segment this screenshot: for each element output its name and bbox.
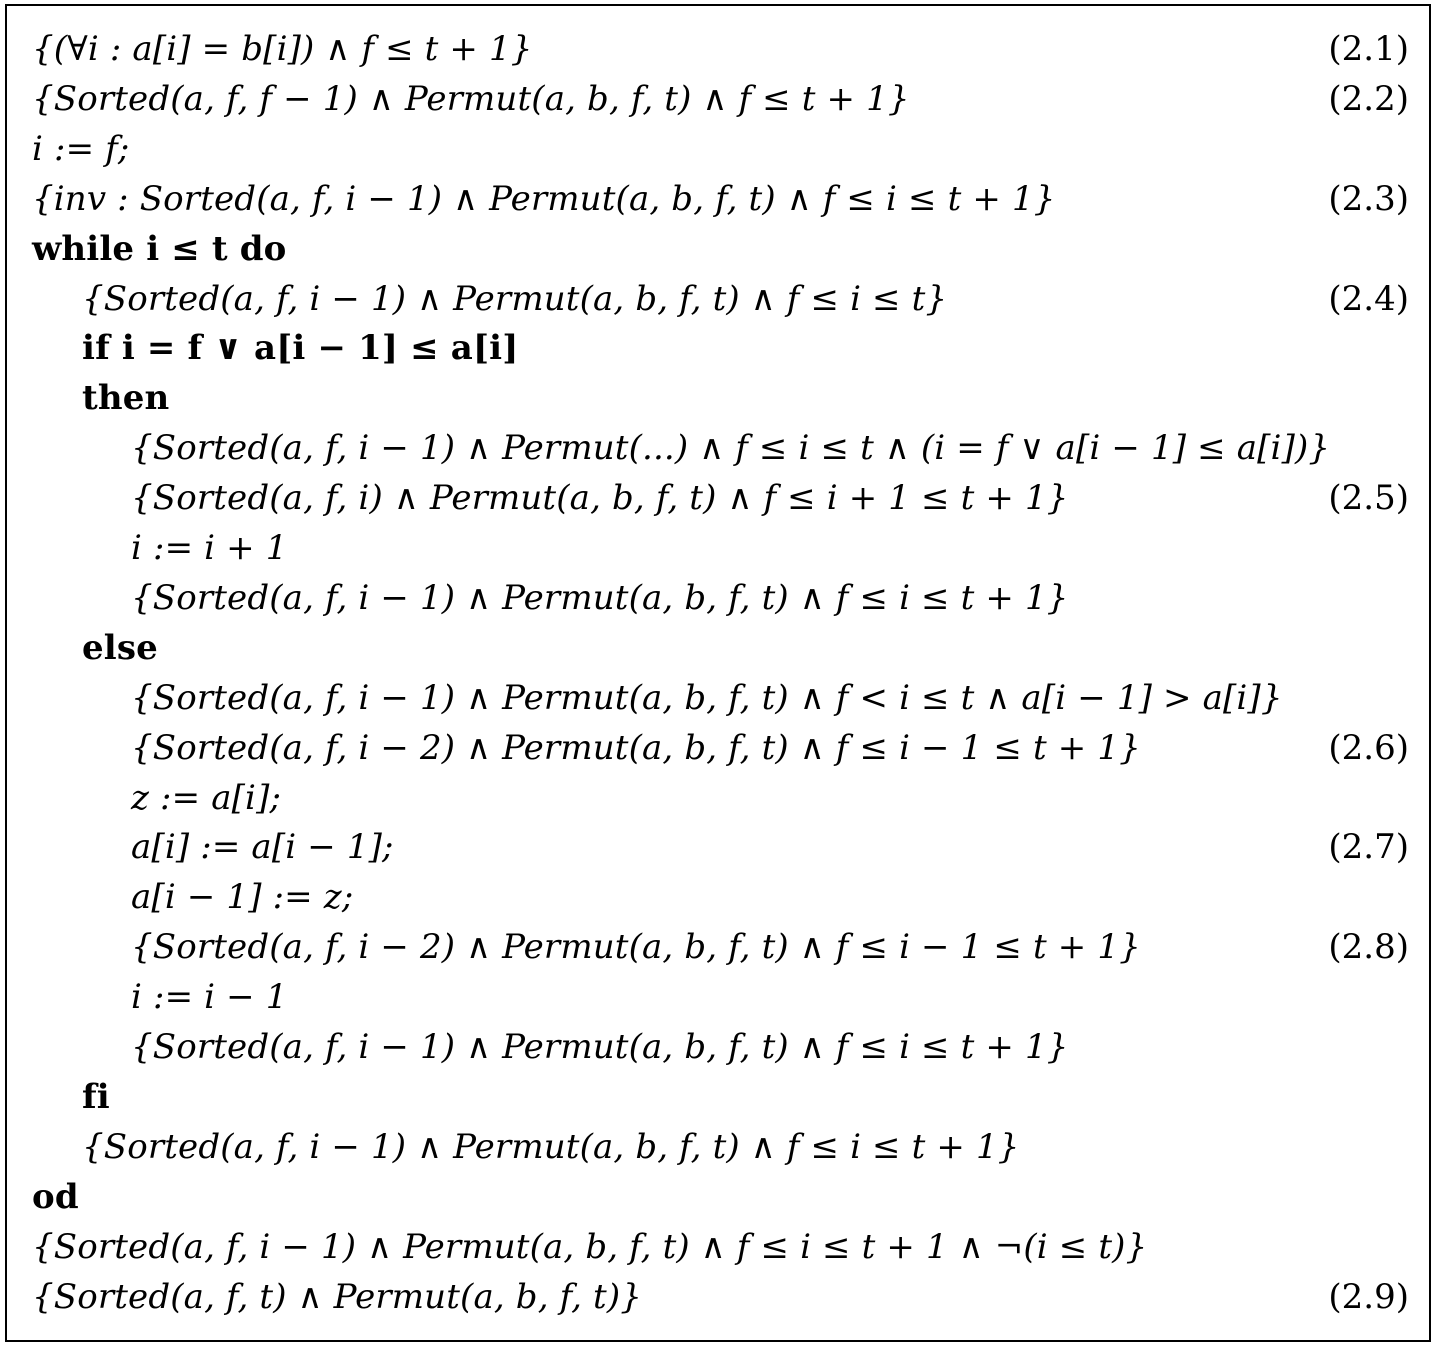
equation-number: (2.1) — [1328, 29, 1409, 69]
equation-number: (2.4) — [1328, 278, 1409, 319]
assertion-line-text: {Sorted(a, f, i − 1) ∧ Permut(a, b, f, t) ∧ f < i ≤ t ∧ a[i − 1] > a[i]} — [131, 677, 1283, 718]
algorithm-line — [0, 1222, 1440, 1272]
keyword-line-text: fi — [82, 1076, 110, 1117]
equation-number: (2.3) — [1328, 178, 1409, 219]
algorithm-line — [0, 323, 1440, 373]
algorithm-line — [0, 972, 1440, 1022]
assertion-line-text: {Sorted(a, f, f − 1) ∧ Permut(a, b, f, t) ∧ f ≤ t + 1} — [32, 78, 910, 119]
equation-number: (2.2) — [1328, 78, 1409, 119]
algorithm-line — [0, 822, 1440, 872]
algorithm-line — [0, 1172, 1440, 1222]
assertion-line-text: {Sorted(a, f, i − 1) ∧ Permut(a, b, f, t) ∧ f ≤ i ≤ t + 1} — [131, 1027, 1069, 1067]
algorithm-line — [0, 673, 1440, 723]
assertion-line-text: {Sorted(a, f, t) ∧ Permut(a, b, f, t)} — [32, 1276, 643, 1317]
assertion-line-text: z := a[i]; — [131, 777, 282, 818]
assertion-line-text: i := f; — [32, 128, 130, 169]
algorithm-line — [0, 373, 1440, 423]
algorithm-line — [0, 872, 1440, 922]
assertion-line-text: {Sorted(a, f, i − 2) ∧ Permut(a, b, f, t) ∧ f ≤ i − 1 ≤ t + 1} — [131, 927, 1141, 968]
assertion-line-text: i := i − 1 — [131, 977, 288, 1018]
equation-number: (2.6) — [1328, 727, 1409, 768]
equation-number: (2.7) — [1328, 827, 1409, 868]
algorithm-line — [0, 174, 1440, 224]
assertion-line-text: {(∀i : a[i] = b[i]) ∧ f ≤ t + 1} — [32, 29, 533, 69]
assertion-line-text: {Sorted(a, f, i − 1) ∧ Permut(a, b, f, t) ∧ f ≤ i ≤ t + 1 ∧ ¬(i ≤ t)} — [32, 1226, 1148, 1267]
algorithm-line — [0, 124, 1440, 174]
algorithm-line — [0, 74, 1440, 124]
algorithm-line — [0, 24, 1440, 74]
assertion-line-text: {Sorted(a, f, i) ∧ Permut(a, b, f, t) ∧ f ≤ i + 1 ≤ t + 1} — [131, 478, 1069, 519]
algorithm-line — [0, 723, 1440, 773]
algorithm-line — [0, 224, 1440, 274]
keyword-line-text: od — [32, 1176, 79, 1217]
assertion-line-text: i := i + 1 — [131, 528, 288, 568]
keyword-line-text: else — [82, 627, 158, 668]
keyword-line-text: while i ≤ t do — [32, 228, 287, 269]
assertion-line-text: {Sorted(a, f, i − 2) ∧ Permut(a, b, f, t) ∧ f ≤ i − 1 ≤ t + 1} — [131, 727, 1141, 768]
equation-number: (2.8) — [1328, 927, 1409, 968]
algorithm-line — [0, 423, 1440, 473]
assertion-line-text: {Sorted(a, f, i − 1) ∧ Permut(...) ∧ f ≤ i ≤ t ∧ (i = f ∨ a[i − 1] ≤ a[i])} — [131, 428, 1331, 469]
algorithm-line — [0, 274, 1440, 324]
keyword-line-text: then — [82, 378, 170, 419]
equation-number: (2.9) — [1328, 1276, 1409, 1317]
assertion-line-text: a[i − 1] := z; — [131, 877, 354, 918]
algorithm-line — [0, 1122, 1440, 1172]
equation-number: (2.5) — [1328, 478, 1409, 519]
algorithm-line — [0, 1272, 1440, 1322]
algorithm-line — [0, 1022, 1440, 1072]
algorithm-line — [0, 623, 1440, 673]
assertion-line-text: {Sorted(a, f, i − 1) ∧ Permut(a, b, f, t) ∧ f ≤ i ≤ t + 1} — [131, 577, 1069, 618]
algorithm-line — [0, 573, 1440, 623]
assertion-line-text: a[i] := a[i − 1]; — [131, 827, 394, 868]
assertion-line-text: {Sorted(a, f, i − 1) ∧ Permut(a, b, f, t) ∧ f ≤ i ≤ t + 1} — [82, 1126, 1020, 1167]
assertion-line-text: {inv : Sorted(a, f, i − 1) ∧ Permut(a, b, f, t) ∧ f ≤ i ≤ t + 1} — [32, 178, 1056, 219]
algorithm-line — [0, 473, 1440, 523]
algorithm-line — [0, 773, 1440, 823]
algorithm-line — [0, 1072, 1440, 1122]
keyword-line-text: if i = f ∨ a[i − 1] ≤ a[i] — [82, 328, 519, 369]
algorithm-line — [0, 922, 1440, 972]
algorithm-line — [0, 523, 1440, 573]
assertion-line-text: {Sorted(a, f, i − 1) ∧ Permut(a, b, f, t) ∧ f ≤ i ≤ t} — [82, 278, 948, 319]
